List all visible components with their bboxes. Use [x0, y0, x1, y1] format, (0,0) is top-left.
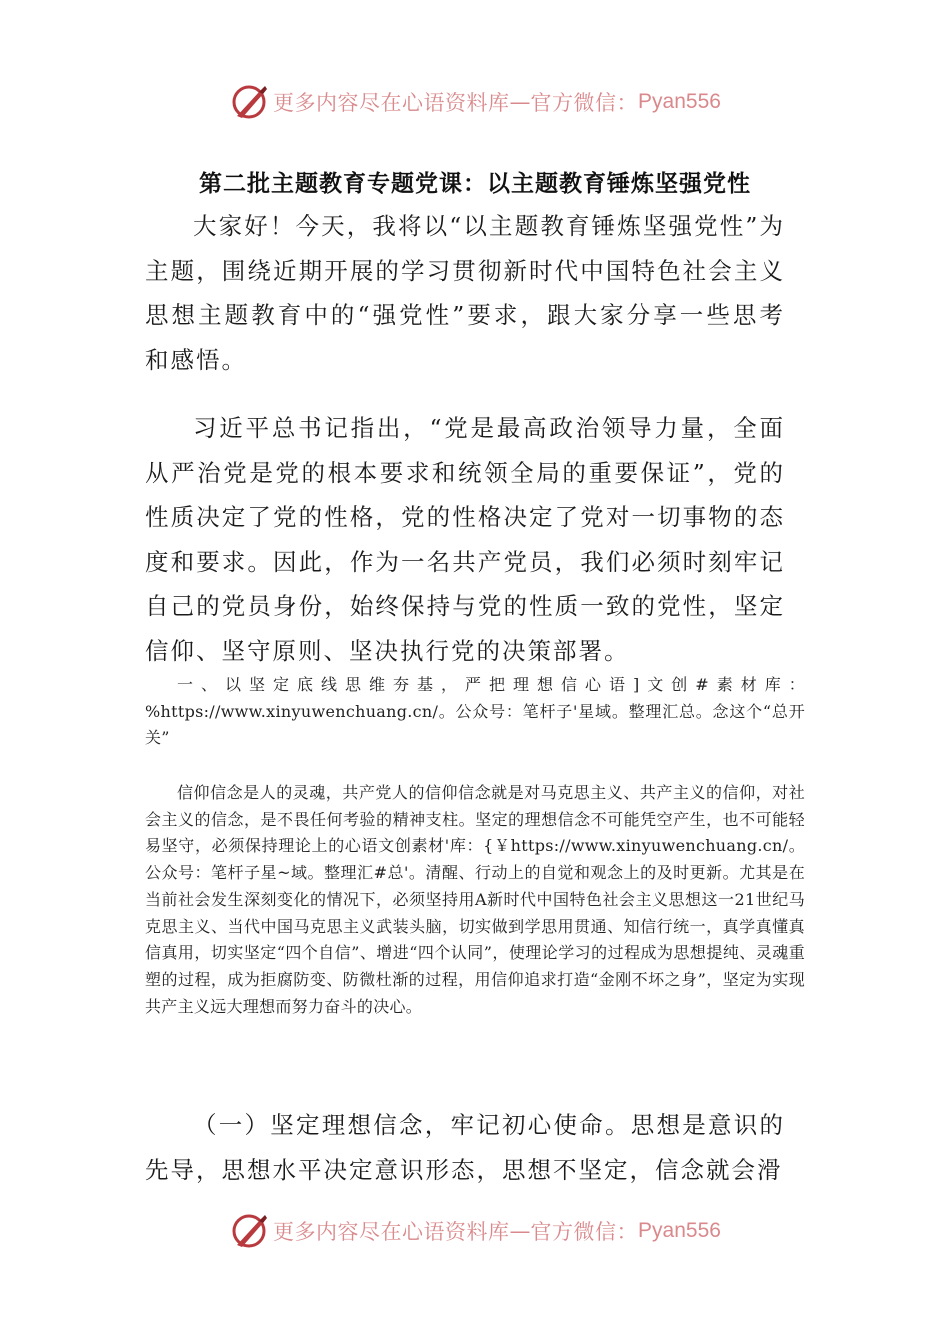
banner-wechat-id: Pyan556: [638, 1219, 721, 1242]
banner-suffix: 官方微信：: [530, 1220, 639, 1244]
document-title: 第二批主题教育专题党课：以主题教育锤炼坚强党性: [199, 171, 751, 197]
banner-wechat-id: Pyan556: [638, 90, 721, 113]
banner-text: 更多内容尽在心语资料库: [273, 1220, 510, 1244]
subsection-paragraph: （一）坚定理想信念，牢记初心使命。思想是意识的先导，思想水平决定意识形态，思想不坚定，信念就会滑: [145, 1111, 785, 1184]
pen-logo-icon: [229, 1211, 269, 1251]
banner-separator: —: [509, 1219, 531, 1243]
section-body-paragraph: 信仰信念是人的灵魂，共产党人的信仰信念就是对马克思主义、共产主义的信仰，对社会主义的信念，是不畏任何考验的精神支柱。坚定的理想信念不可能凭空产生，也不可能轻易坚守，必须保持理论上的心语文创素材'库：{￥https://www.xinyuwenchuang.cn/。公众号：笔杆子星~域。整理汇#总'。清醒、行动上的自觉和观念上的及时更新。尤其是在当前社会发生深刻变化的情况下，必须坚持用A新时代中国特色社会主义思想这一21世纪马克思主义、当代中国马克思主义武装头脑，切实做到学思用贯通、知信行统一，真学真懂真信真用，切实坚定“四个自信”、增进“四个认同”，使理论学习的过程成为思想提纯、灵魂重塑的过程，成为拒腐防变、防微杜渐的过程，用信仰追求打造“金刚不坏之身”，坚定为实现共产主义远大理想而努力奋斗的决心。: [145, 783, 805, 1016]
header-watermark-banner: [0, 77, 950, 127]
pen-logo-icon: [229, 82, 269, 122]
quote-paragraph: 习近平总书记指出，“党是最高政治领导力量，全面从严治党是党的根本要求和统领全局的重要保证”，党的性质决定了党的性格，党的性格决定了党对一切事物的态度和要求。因此，作为一名共产党员，我们必须时刻牢记自己的党员身份，始终保持与党的性质一致的党性，坚定信仰、坚守原则、坚决执行党的决策部署。: [145, 414, 785, 665]
banner-suffix: 官方微信：: [530, 91, 639, 115]
banner-separator: —: [509, 90, 531, 114]
banner-text: 更多内容尽在心语资料库: [273, 91, 510, 115]
intro-paragraph: 大家好！今天，我将以“以主题教育锤炼坚强党性”为主题，围绕近期开展的学习贯彻新时代中国特色社会主义思想主题教育中的“强党性”要求，跟大家分享一些思考和感悟。: [145, 212, 785, 374]
footer-watermark-banner: [0, 1206, 950, 1256]
section-heading-paragraph: 一、以坚定底线思维夯基，严把理想信心语]文创#素材库：%https://www.xinyuwenchuang.cn/。公众号：笔杆子'星域。整理汇总。念这个“总开关”: [145, 675, 805, 748]
subsection-container: [145, 1103, 785, 1195]
